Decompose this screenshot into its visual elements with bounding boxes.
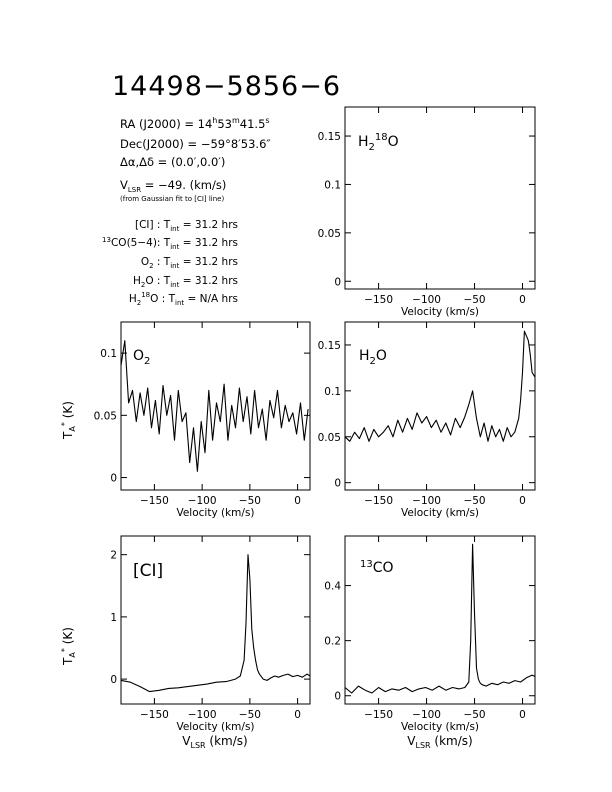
panel-label-o2 [133, 348, 150, 367]
plot-frame [345, 322, 535, 490]
x-tick-label: −50 [463, 294, 486, 306]
y-tick-label: 0.1 [100, 348, 117, 361]
x-axis-label: Velocity (km/s) [176, 507, 255, 519]
svg-text:O2: $O_2$ [133, 348, 151, 367]
spectrum-trace [345, 331, 535, 441]
vlsr-line: $V_{LSR} = -49$. (km/s) [120, 178, 227, 194]
y-tick-label: 0 [110, 472, 117, 485]
y-tick-label: 0.1 [324, 179, 341, 192]
y-tick-label: 0 [334, 276, 341, 289]
x-tick-label: −100 [187, 495, 217, 507]
y-tick-label: 0.05 [317, 227, 341, 240]
x-tick-label: 0 [519, 495, 526, 507]
y-tick-label: 0.05 [93, 410, 117, 423]
y-tick-label: 0.15 [317, 339, 341, 352]
observation-info-block [102, 116, 271, 307]
y-tick-label: 1 [110, 611, 117, 624]
x-tick-label: −50 [463, 495, 486, 507]
offset-line: Δα,Δδ = (0.0′,0.0′) [120, 155, 226, 169]
x-axis-label: Velocity (km/s) [176, 721, 255, 733]
tint-ci: [CI] : $T_{int} = 31.2$ hrs [134, 219, 238, 233]
y-tick-label: 0 [334, 477, 341, 490]
y-tick-label: 0 [110, 674, 117, 687]
page-title: 14498−5856−6 [112, 71, 342, 102]
panel-label-h2o [359, 348, 387, 367]
tint-o2: $O_2$ : $T_{int} = 31.2$ hrs [140, 256, 238, 270]
x-axis-label: Velocity (km/s) [400, 721, 480, 733]
x-tick-label: −100 [412, 495, 441, 507]
panel-h218o [318, 107, 535, 318]
x-tick-label: 0 [294, 709, 301, 721]
x-axis-label: Velocity (km/s) [400, 306, 480, 318]
x-tick-label: 0 [519, 709, 526, 721]
x-tick-label: −100 [412, 709, 441, 721]
vlsr-note: (from Gaussian fit to [CI] line) [120, 195, 225, 203]
panel-label-ci [133, 561, 163, 581]
y-tick-label: 2 [110, 549, 117, 562]
tint-h218o: $H_2^{18}O$ : $T_{int} = N/A$ hrs [128, 291, 238, 307]
x-tick-label: −150 [364, 495, 394, 507]
x-tick-label: −100 [187, 709, 217, 721]
x-tick-label: −150 [364, 709, 394, 721]
svg-text:13CO: $^{13}$CO [360, 559, 394, 576]
x-tick-label: −50 [238, 495, 261, 507]
x-axis-vlsr-left: $V_{LSR}$ (km/s) [182, 734, 248, 750]
tint-h2o: $H_2O$ : $T_{int} = 31.2$ hrs [132, 275, 238, 289]
panel-label-h218o [358, 132, 399, 153]
x-tick-label: −150 [139, 495, 169, 507]
x-tick-label: −100 [412, 294, 441, 306]
y-tick-label: 0.4 [324, 580, 341, 593]
y-tick-label: 0.05 [317, 431, 341, 444]
x-tick-label: 0 [294, 495, 301, 507]
svg-text:[CI]: [CI] [133, 561, 164, 581]
svg-text:H218O: $H_2^{18}O$ [358, 132, 399, 153]
panel-o2 [94, 322, 310, 519]
x-axis-label: Velocity (km/s) [400, 507, 480, 519]
plot-frame [345, 107, 535, 289]
y-axis-label-middle: $T_A^*$ (K) [60, 401, 77, 439]
y-tick-label: 0 [334, 690, 341, 703]
x-axis-vlsr-right: $V_{LSR}$ (km/s) [407, 734, 473, 750]
x-tick-label: −150 [364, 294, 394, 306]
x-tick-label: 0 [519, 294, 526, 306]
dec-line: Dec(J2000) = −59°8′53.6″ [120, 137, 271, 151]
tint-13co: $^{13}$CO(5−4): $T_{int} = 31.2$ hrs [102, 236, 238, 251]
y-tick-label: 0.15 [317, 131, 341, 144]
x-tick-label: −50 [463, 709, 486, 721]
panel-label-13co [360, 559, 394, 576]
y-axis-label-bottom: $T_A^*$ (K) [60, 627, 77, 665]
x-tick-label: −150 [139, 709, 169, 721]
x-tick-label: −50 [238, 709, 261, 721]
panel-h2o [318, 322, 535, 519]
svg-text:H2O: $H_2O$ [359, 348, 387, 367]
ra-line: RA (J2000) = 14$^h$53$^m$41.5$^s$ [120, 116, 270, 131]
y-tick-label: 0.1 [324, 385, 341, 398]
y-tick-label: 0.2 [324, 635, 341, 648]
panel-13co [324, 536, 535, 733]
